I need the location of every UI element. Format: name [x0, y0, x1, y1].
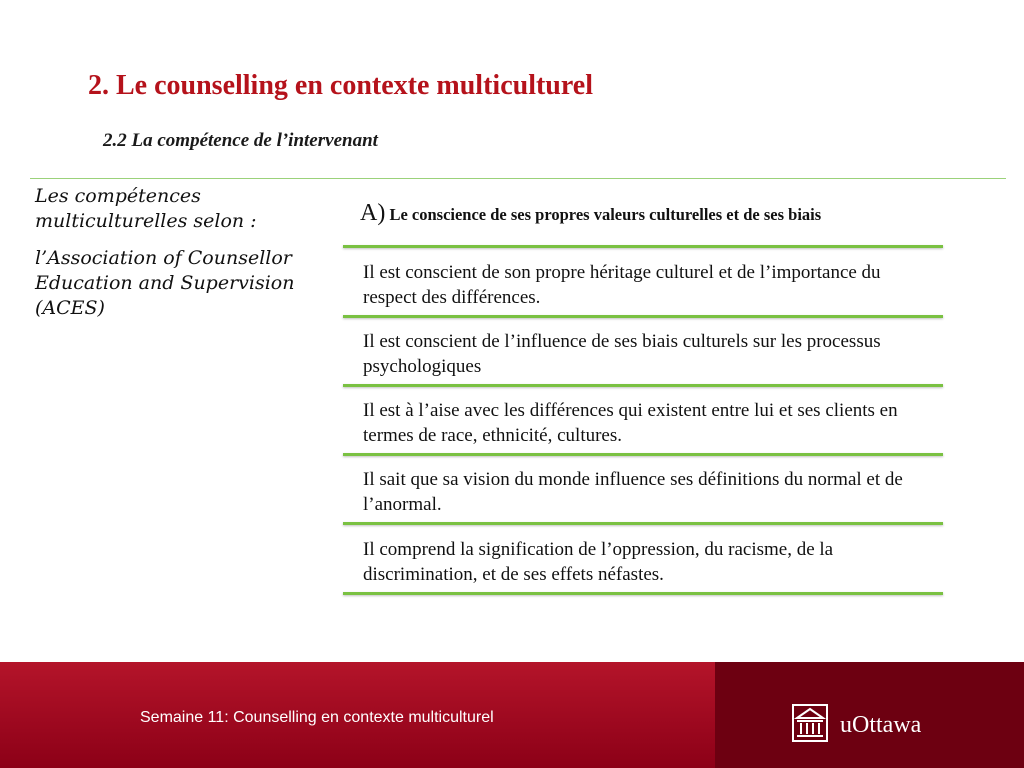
left-panel	[35, 184, 340, 333]
left-panel-source: l’Association of Counsellor Education and Supervision (ACES)	[35, 247, 295, 319]
section-heading-text: Le conscience de ses propres valeurs culturelles et de ses biais	[389, 205, 822, 224]
list-divider	[343, 315, 943, 318]
slide-subtitle: 2.2 La compétence de l’intervenant	[103, 130, 378, 151]
university-building-icon	[792, 704, 828, 742]
section-letter: A)	[360, 200, 386, 226]
list-divider	[343, 522, 943, 525]
uottawa-logo-text: uOttawa	[840, 712, 922, 738]
list-item-5: Il comprend la signification de l’oppression, du racisme, de la discrimination, et de ses effets néfastes.	[363, 539, 834, 585]
list-divider	[343, 592, 943, 595]
list-item-2: Il est conscient de l’influence de ses biais culturels sur les processus psychologiques	[363, 331, 881, 377]
footer-bar	[0, 662, 1024, 768]
list-divider	[343, 245, 943, 248]
list-divider	[343, 384, 943, 387]
footer-brand	[715, 662, 1024, 768]
slide-title: 2. Le counselling en contexte multiculturel	[88, 70, 593, 101]
section-heading	[360, 200, 821, 227]
left-panel-intro: Les compétences multiculturelles selon :	[35, 185, 257, 232]
list-item-4: Il sait que sa vision du monde influence ses définitions du normal et de l’anormal.	[363, 469, 903, 515]
title-divider	[30, 178, 1006, 179]
list-item-3: Il est à l’aise avec les différences qui existent entre lui et ses clients en termes de race, ethnicité, cultures.	[363, 400, 898, 446]
footer-course-text: Semaine 11: Counselling en contexte multiculturel	[140, 709, 494, 726]
list-item-1: Il est conscient de son propre héritage culturel et de l’importance du respect des différences.	[363, 262, 881, 308]
list-divider	[343, 453, 943, 456]
